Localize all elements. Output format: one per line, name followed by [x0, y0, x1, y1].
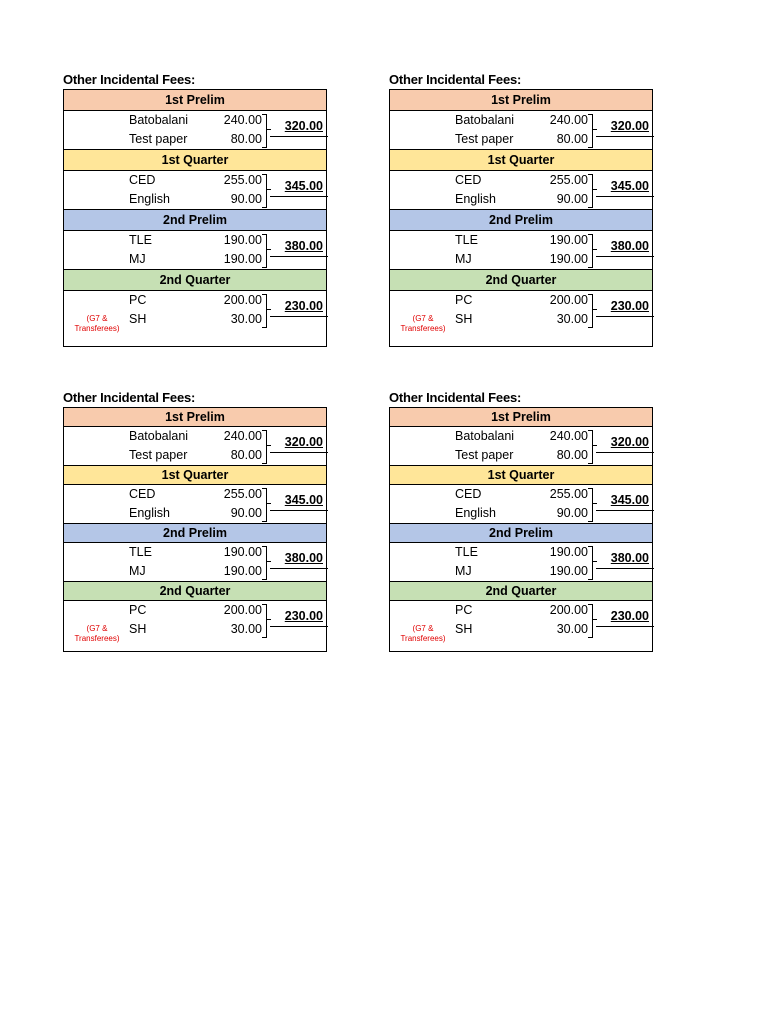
fee-name: Test paper — [129, 132, 188, 146]
fee-table — [63, 407, 327, 652]
total-underline — [270, 256, 328, 257]
total-underline — [596, 510, 654, 511]
section-total: 230.00 — [610, 299, 649, 313]
total-underline — [596, 136, 654, 137]
fee-name: English — [129, 192, 170, 206]
fee-card-top-right — [389, 71, 653, 347]
section-header-1st-quarter: 1st Quarter — [64, 150, 326, 171]
section-body-1st-quarter — [390, 171, 652, 210]
section-total: 345.00 — [610, 179, 649, 193]
fee-amount: 90.00 — [556, 192, 588, 206]
card-title: Other Incidental Fees: — [63, 72, 196, 87]
note-label: (G7 & Transferees) — [74, 624, 120, 643]
section-body-1st-prelim — [390, 427, 652, 466]
fee-name: English — [129, 506, 170, 520]
fee-amount: 240.00 — [223, 429, 262, 443]
fee-name: MJ — [129, 252, 146, 266]
section-body-1st-quarter — [390, 485, 652, 524]
fee-name: Test paper — [129, 448, 188, 462]
section-total: 230.00 — [284, 299, 323, 313]
fee-amount: 190.00 — [549, 564, 588, 578]
section-total: 230.00 — [284, 609, 323, 623]
section-header-1st-prelim: 1st Prelim — [390, 408, 652, 427]
fee-name: Batobalani — [129, 113, 189, 127]
section-header-2nd-prelim: 2nd Prelim — [390, 524, 652, 543]
total-underline — [596, 196, 654, 197]
section-header-2nd-prelim: 2nd Prelim — [390, 210, 652, 231]
fee-amount: 90.00 — [230, 506, 262, 520]
fee-amount: 90.00 — [556, 506, 588, 520]
section-total: 345.00 — [284, 493, 323, 507]
fee-table — [63, 89, 327, 347]
fee-table — [389, 407, 653, 652]
section-body-2nd-quarter — [64, 291, 326, 346]
section-body-1st-prelim — [64, 427, 326, 466]
fee-amount: 30.00 — [230, 622, 262, 636]
fee-amount: 90.00 — [230, 192, 262, 206]
section-header-1st-quarter: 1st Quarter — [64, 466, 326, 485]
note-label: (G7 & Transferees) — [400, 624, 446, 643]
section-total: 320.00 — [610, 119, 649, 133]
fee-name: Test paper — [455, 448, 514, 462]
fee-name: Batobalani — [455, 429, 515, 443]
card-title: Other Incidental Fees: — [63, 390, 196, 405]
fee-amount: 200.00 — [223, 293, 262, 307]
fee-amount: 240.00 — [223, 113, 262, 127]
total-underline — [596, 626, 654, 627]
fee-amount: 200.00 — [223, 603, 262, 617]
fee-card-bottom-left — [63, 389, 327, 652]
fee-name: Batobalani — [129, 429, 189, 443]
fee-name: PC — [129, 603, 147, 617]
fee-amount: 255.00 — [549, 487, 588, 501]
section-body-2nd-prelim — [390, 543, 652, 582]
section-body-2nd-quarter — [64, 601, 326, 651]
section-total: 380.00 — [284, 551, 323, 565]
fee-name: Test paper — [455, 132, 514, 146]
fee-name: MJ — [129, 564, 146, 578]
section-total: 380.00 — [284, 239, 323, 253]
section-body-2nd-prelim — [64, 543, 326, 582]
section-total: 345.00 — [610, 493, 649, 507]
fee-amount: 255.00 — [223, 487, 262, 501]
fee-amount: 190.00 — [549, 233, 588, 247]
total-underline — [270, 316, 328, 317]
fee-amount: 80.00 — [230, 132, 262, 146]
total-underline — [270, 452, 328, 453]
fee-amount: 30.00 — [556, 622, 588, 636]
fee-name: TLE — [129, 545, 152, 559]
total-underline — [270, 510, 328, 511]
total-underline — [270, 568, 328, 569]
fee-amount: 190.00 — [223, 233, 262, 247]
fee-amount: 80.00 — [556, 132, 588, 146]
card-title: Other Incidental Fees: — [389, 72, 522, 87]
fee-amount: 190.00 — [223, 564, 262, 578]
section-body-1st-prelim — [390, 111, 652, 150]
section-body-1st-quarter — [64, 485, 326, 524]
note-label: (G7 & Transferees) — [74, 314, 120, 333]
fee-name: CED — [129, 173, 156, 187]
fee-amount: 255.00 — [549, 173, 588, 187]
fee-amount: 30.00 — [230, 312, 262, 326]
fee-name: TLE — [455, 545, 478, 559]
total-underline — [270, 626, 328, 627]
section-header-2nd-quarter: 2nd Quarter — [390, 582, 652, 601]
fee-amount: 190.00 — [549, 252, 588, 266]
fee-name: SH — [129, 622, 147, 636]
total-underline — [270, 196, 328, 197]
fee-name: MJ — [455, 564, 472, 578]
fee-name: PC — [455, 293, 473, 307]
section-total: 230.00 — [610, 609, 649, 623]
section-header-2nd-quarter: 2nd Quarter — [64, 582, 326, 601]
fee-amount: 240.00 — [549, 429, 588, 443]
fee-amount: 240.00 — [549, 113, 588, 127]
section-total: 345.00 — [284, 179, 323, 193]
section-total: 380.00 — [610, 551, 649, 565]
fee-amount: 80.00 — [556, 448, 588, 462]
section-body-1st-prelim — [64, 111, 326, 150]
fee-name: MJ — [455, 252, 472, 266]
section-body-1st-quarter — [64, 171, 326, 210]
fee-name: PC — [129, 293, 147, 307]
section-header-1st-prelim: 1st Prelim — [64, 90, 326, 111]
fee-name: CED — [455, 173, 482, 187]
fee-amount: 80.00 — [230, 448, 262, 462]
fee-amount: 255.00 — [223, 173, 262, 187]
section-body-2nd-prelim — [390, 231, 652, 270]
total-underline — [270, 136, 328, 137]
section-header-1st-prelim: 1st Prelim — [64, 408, 326, 427]
fee-name: TLE — [129, 233, 152, 247]
fee-amount: 190.00 — [223, 545, 262, 559]
card-title: Other Incidental Fees: — [389, 390, 522, 405]
fee-name: English — [455, 192, 496, 206]
section-body-2nd-quarter — [390, 291, 652, 346]
section-header-1st-quarter: 1st Quarter — [390, 466, 652, 485]
fee-name: CED — [455, 487, 482, 501]
fee-table — [389, 89, 653, 347]
total-underline — [596, 452, 654, 453]
section-total: 320.00 — [284, 119, 323, 133]
fee-name: SH — [455, 622, 473, 636]
section-header-2nd-prelim: 2nd Prelim — [64, 524, 326, 543]
note-label: (G7 & Transferees) — [400, 314, 446, 333]
section-header-2nd-prelim: 2nd Prelim — [64, 210, 326, 231]
section-body-2nd-quarter — [390, 601, 652, 651]
fee-card-top-left — [63, 71, 327, 347]
section-header-2nd-quarter: 2nd Quarter — [390, 270, 652, 291]
fee-name: SH — [129, 312, 147, 326]
section-total: 320.00 — [610, 435, 649, 449]
section-total: 380.00 — [610, 239, 649, 253]
total-underline — [596, 568, 654, 569]
total-underline — [596, 316, 654, 317]
section-body-2nd-prelim — [64, 231, 326, 270]
fee-amount: 200.00 — [549, 603, 588, 617]
fee-amount: 190.00 — [549, 545, 588, 559]
section-total: 320.00 — [284, 435, 323, 449]
fee-name: PC — [455, 603, 473, 617]
section-header-1st-prelim: 1st Prelim — [390, 90, 652, 111]
fee-name: SH — [455, 312, 473, 326]
section-header-1st-quarter: 1st Quarter — [390, 150, 652, 171]
fee-amount: 200.00 — [549, 293, 588, 307]
fee-name: CED — [129, 487, 156, 501]
total-underline — [596, 256, 654, 257]
fee-name: TLE — [455, 233, 478, 247]
fee-name: English — [455, 506, 496, 520]
fee-amount: 190.00 — [223, 252, 262, 266]
fee-name: Batobalani — [455, 113, 515, 127]
fee-card-bottom-right — [389, 389, 653, 652]
section-header-2nd-quarter: 2nd Quarter — [64, 270, 326, 291]
fee-amount: 30.00 — [556, 312, 588, 326]
